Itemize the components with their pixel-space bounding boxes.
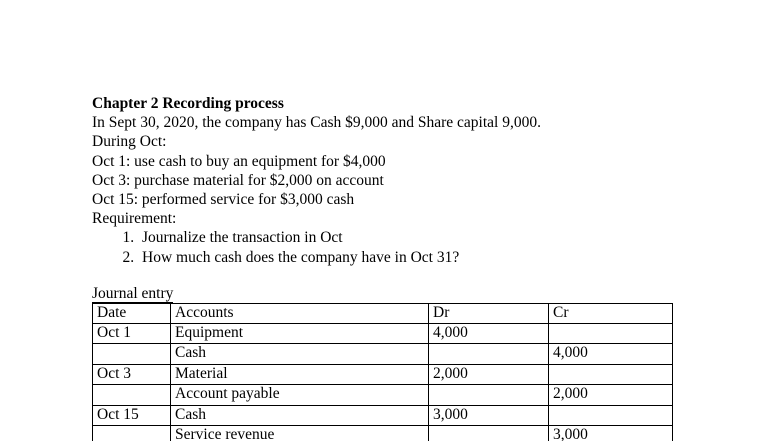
cell-date [93,344,171,365]
header-dr: Dr [429,304,549,324]
cell-dr [429,344,549,365]
transaction-line: Oct 15: performed service for $3,000 cash [92,190,355,208]
cell-date: Oct 15 [93,406,171,426]
cell-account: Service revenue [171,426,429,441]
journal-entry-label [92,285,173,303]
requirement-item: 2. How much cash does the company have in Oct 31? [138,248,541,268]
header-date: Date [93,304,171,324]
cell-date: Oct 1 [93,324,171,344]
cell-cr [549,324,673,344]
cell-cr: 3,000 [549,426,673,441]
cell-account: Equipment [171,324,429,344]
journal-row [93,324,673,344]
journal-row [93,426,673,441]
cell-cr: 4,000 [549,344,673,365]
journal-table [92,303,673,441]
requirement-list [92,228,541,267]
cell-dr: 4,000 [429,324,549,344]
journal-row [93,406,673,426]
cell-cr [549,406,673,426]
cell-account: Cash [171,406,429,426]
intro-line: During Oct: [92,133,167,151]
cell-date [93,426,171,441]
problem-text [92,94,541,267]
cell-dr [429,426,549,441]
header-cr: Cr [549,304,673,324]
cell-date [93,385,171,406]
chapter-title: Chapter 2 Recording process [92,95,284,112]
journal-row [93,365,673,385]
header-accounts: Accounts [171,304,429,324]
transaction-line: Oct 3: purchase material for $2,000 on account [92,171,384,189]
cell-account: Account payable [171,385,429,406]
journal-entry-label-text: Journal entry [92,285,174,302]
intro-line: In Sept 30, 2020, the company has Cash $9,000 and Share capital 9,000. [92,114,541,132]
requirement-heading: Requirement: [92,210,177,228]
journal-header-row [93,304,673,324]
requirement-item: 1. Journalize the transaction in Oct [138,228,541,248]
cell-dr: 2,000 [429,365,549,385]
cell-cr [549,365,673,385]
journal-row [93,344,673,365]
cell-date: Oct 3 [93,365,171,385]
cell-account: Cash [171,344,429,365]
cell-cr: 2,000 [549,385,673,406]
transaction-line: Oct 1: use cash to buy an equipment for $4,000 [92,152,386,170]
journal-row [93,385,673,406]
cell-dr [429,385,549,406]
cell-account: Material [171,365,429,385]
cell-dr: 3,000 [429,406,549,426]
